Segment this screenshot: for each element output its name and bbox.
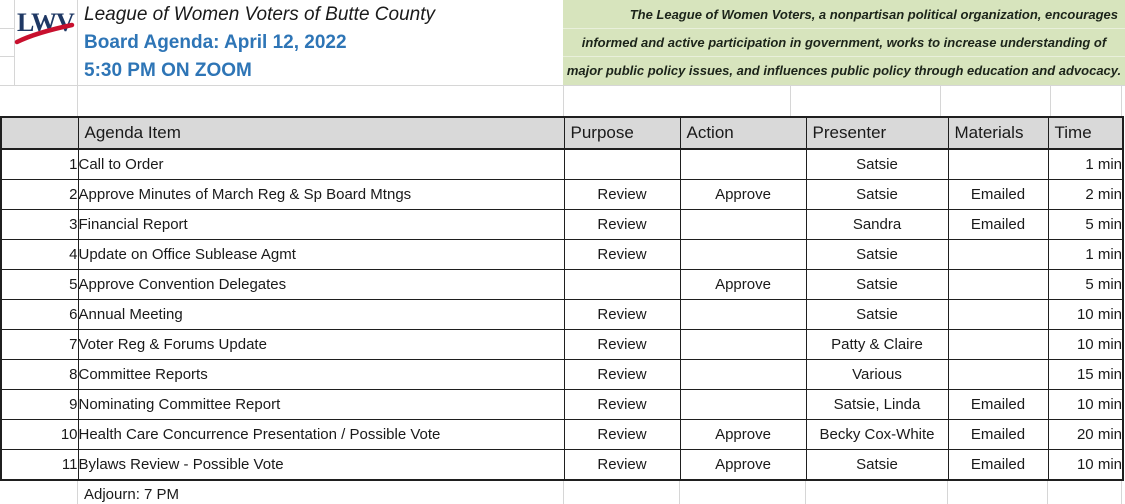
cell-materials[interactable]	[948, 270, 1048, 300]
cell-purpose[interactable]: Review	[564, 210, 680, 240]
cell-action[interactable]	[680, 360, 806, 390]
meeting-time: 5:30 PM ON ZOOM	[84, 60, 252, 81]
gridline	[77, 86, 78, 116]
cell-presenter[interactable]: Various	[806, 360, 948, 390]
cell-agenda-item[interactable]: Update on Office Sublease Agmt	[78, 240, 564, 270]
cell-presenter[interactable]: Satsie	[806, 180, 948, 210]
cell-row-number[interactable]: 2	[1, 180, 78, 210]
cell-materials[interactable]	[948, 360, 1048, 390]
gridline	[805, 481, 806, 504]
cell-action[interactable]	[680, 300, 806, 330]
cell-purpose[interactable]	[564, 149, 680, 180]
cell-presenter[interactable]: Satsie	[806, 270, 948, 300]
cell-action[interactable]	[680, 330, 806, 360]
gridline	[1121, 86, 1122, 116]
cell-agenda-item[interactable]: Committee Reports	[78, 360, 564, 390]
cell-materials[interactable]	[948, 149, 1048, 180]
table-row	[1, 210, 1123, 240]
table-row	[1, 450, 1123, 481]
cell-time[interactable]: 5 min	[1048, 210, 1123, 240]
cell-action[interactable]: Approve	[680, 270, 806, 300]
table-row	[1, 240, 1123, 270]
cell-action[interactable]	[680, 149, 806, 180]
cell-row-number[interactable]: 3	[1, 210, 78, 240]
lwv-logo-graphic	[13, 4, 75, 48]
cell-time[interactable]: 10 min	[1048, 450, 1123, 481]
gridline	[0, 56, 14, 57]
header-cell-purpose[interactable]: Purpose	[564, 117, 680, 149]
header-cell-action[interactable]: Action	[680, 117, 806, 149]
cell-agenda-item[interactable]: Approve Minutes of March Reg & Sp Board Mtngs	[78, 180, 564, 210]
cell-materials[interactable]: Emailed	[948, 450, 1048, 481]
cell-materials[interactable]	[948, 330, 1048, 360]
cell-row-number[interactable]: 11	[1, 450, 78, 481]
header-cell-agenda-item[interactable]: Agenda Item	[78, 117, 564, 149]
gridline	[1050, 86, 1051, 116]
cell-action[interactable]: Approve	[680, 420, 806, 450]
lwv-logo-letters: LWV	[17, 8, 74, 37]
cell-materials[interactable]: Emailed	[948, 210, 1048, 240]
cell-materials[interactable]	[948, 240, 1048, 270]
cell-agenda-item[interactable]: Voter Reg & Forums Update	[78, 330, 564, 360]
cell-action[interactable]	[680, 240, 806, 270]
cell-row-number[interactable]: 8	[1, 360, 78, 390]
mission-line: major public policy issues, and influences public policy through education and advocacy.	[566, 63, 1122, 78]
cell-materials[interactable]	[948, 300, 1048, 330]
cell-purpose[interactable]: Review	[564, 180, 680, 210]
cell-purpose[interactable]: Review	[564, 390, 680, 420]
cell-agenda-item[interactable]: Nominating Committee Report	[78, 390, 564, 420]
cell-row-number[interactable]: 1	[1, 149, 78, 180]
cell-purpose[interactable]: Review	[564, 330, 680, 360]
cell-action[interactable]	[680, 210, 806, 240]
org-title: League of Women Voters of Butte County	[84, 4, 435, 25]
cell-row-number[interactable]: 5	[1, 270, 78, 300]
cell-purpose[interactable]: Review	[564, 240, 680, 270]
cell-materials[interactable]: Emailed	[948, 420, 1048, 450]
cell-presenter[interactable]: Satsie	[806, 240, 948, 270]
cell-presenter[interactable]: Patty & Claire	[806, 330, 948, 360]
cell-agenda-item[interactable]: Health Care Concurrence Presentation / Possible Vote	[78, 420, 564, 450]
cell-time[interactable]: 15 min	[1048, 360, 1123, 390]
cell-materials[interactable]: Emailed	[948, 180, 1048, 210]
gridline	[940, 86, 941, 116]
adjourn-row	[0, 481, 1125, 504]
cell-presenter[interactable]: Satsie	[806, 300, 948, 330]
adjourn-text[interactable]: Adjourn: 7 PM	[84, 486, 180, 503]
cell-presenter[interactable]: Becky Cox-White	[806, 420, 948, 450]
banner-area	[0, 0, 1125, 86]
gridline	[790, 86, 791, 116]
title-block	[84, 0, 562, 85]
gridline	[1047, 481, 1048, 504]
gridline	[563, 28, 1125, 29]
agenda-title: Board Agenda: April 12, 2022	[84, 32, 347, 53]
cell-time[interactable]: 10 min	[1048, 330, 1123, 360]
cell-presenter[interactable]: Sandra	[806, 210, 948, 240]
table-header-row	[1, 117, 1123, 149]
cell-time[interactable]: 20 min	[1048, 420, 1123, 450]
cell-purpose[interactable]: Review	[564, 360, 680, 390]
cell-agenda-item[interactable]: Bylaws Review - Possible Vote	[78, 450, 564, 481]
cell-materials[interactable]: Emailed	[948, 390, 1048, 420]
lwv-logo	[13, 4, 75, 48]
cell-time[interactable]: 5 min	[1048, 270, 1123, 300]
cell-action[interactable]: Approve	[680, 450, 806, 481]
agenda-table	[0, 116, 1124, 481]
cell-action[interactable]	[680, 390, 806, 420]
header-cell-materials[interactable]: Materials	[948, 117, 1048, 149]
mission-line: The League of Women Voters, a nonpartisan political organization, encourages	[629, 7, 1118, 22]
cell-presenter[interactable]: Satsie, Linda	[806, 390, 948, 420]
gridline	[77, 481, 78, 504]
gridline	[1121, 481, 1122, 504]
cell-row-number[interactable]: 9	[1, 390, 78, 420]
cell-time[interactable]: 10 min	[1048, 390, 1123, 420]
mission-line: informed and active participation in government, works to increase understanding of	[581, 35, 1107, 50]
table-row	[1, 149, 1123, 180]
cell-agenda-item[interactable]: Call to Order	[78, 149, 564, 180]
mission-statement-box	[563, 0, 1125, 85]
cell-time[interactable]: 2 min	[1048, 180, 1123, 210]
cell-row-number[interactable]: 10	[1, 420, 78, 450]
cell-time[interactable]: 10 min	[1048, 300, 1123, 330]
cell-presenter[interactable]: Satsie	[806, 450, 948, 481]
table-row	[1, 420, 1123, 450]
cell-row-number[interactable]: 7	[1, 330, 78, 360]
gridline	[563, 86, 564, 116]
gridline	[563, 481, 564, 504]
cell-time[interactable]: 1 min	[1048, 149, 1123, 180]
table-row	[1, 360, 1123, 390]
header-cell-time[interactable]: Time	[1048, 117, 1123, 149]
table-row	[1, 180, 1123, 210]
table-row	[1, 390, 1123, 420]
table-row	[1, 330, 1123, 360]
cell-purpose[interactable]: Review	[564, 420, 680, 450]
header-cell-number[interactable]	[1, 117, 78, 149]
table-row	[1, 300, 1123, 330]
gridline	[563, 56, 1125, 57]
cell-purpose[interactable]: Review	[564, 450, 680, 481]
cell-presenter[interactable]: Satsie	[806, 149, 948, 180]
cell-agenda-item[interactable]: Approve Convention Delegates	[78, 270, 564, 300]
cell-purpose[interactable]	[564, 270, 680, 300]
gridline	[0, 28, 14, 29]
gridline	[77, 0, 78, 85]
cell-action[interactable]: Approve	[680, 180, 806, 210]
cell-row-number[interactable]: 4	[1, 240, 78, 270]
cell-agenda-item[interactable]: Financial Report	[78, 210, 564, 240]
gridline	[947, 481, 948, 504]
cell-time[interactable]: 1 min	[1048, 240, 1123, 270]
empty-row	[0, 86, 1125, 116]
cell-agenda-item[interactable]: Annual Meeting	[78, 300, 564, 330]
gridline	[679, 481, 680, 504]
table-row	[1, 270, 1123, 300]
cell-purpose[interactable]: Review	[564, 300, 680, 330]
cell-row-number[interactable]: 6	[1, 300, 78, 330]
header-cell-presenter[interactable]: Presenter	[806, 117, 948, 149]
